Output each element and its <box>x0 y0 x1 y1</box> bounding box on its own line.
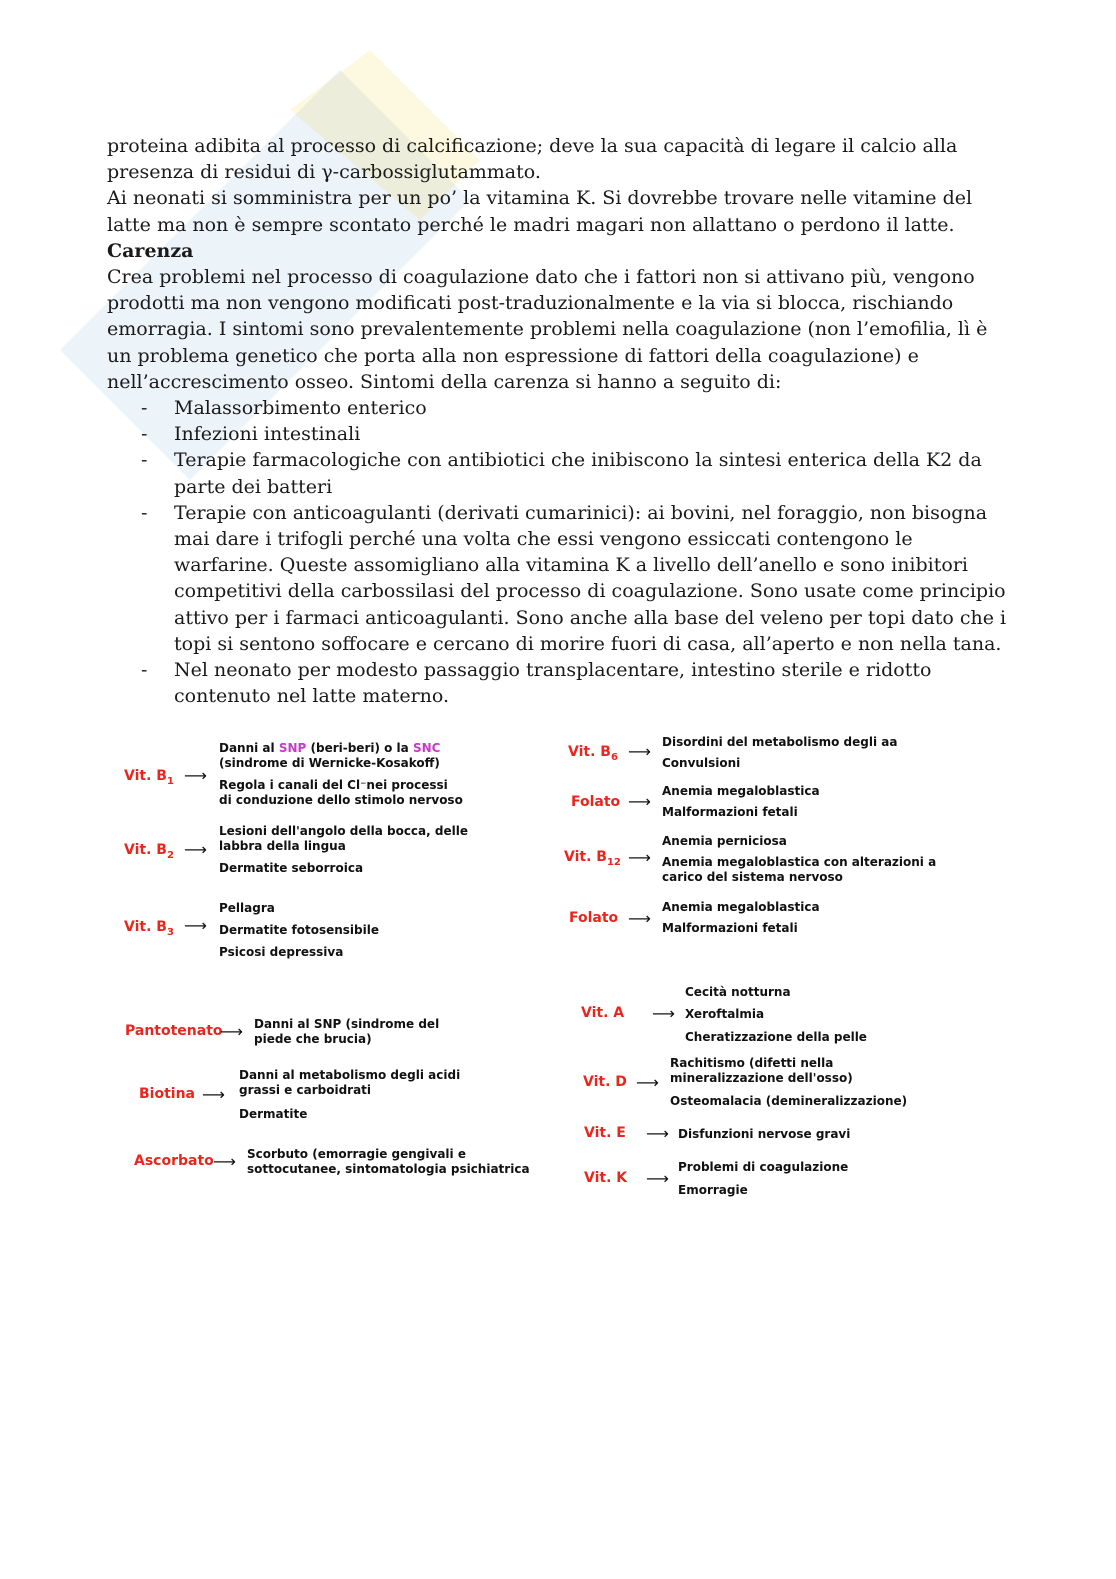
vit-b12-effect: Anemia megaloblastica con alterazioni a carico del sistema nervoso <box>662 855 937 884</box>
vit-b12-label: Vit. $B_{12}$ <box>564 849 621 868</box>
arrow-icon: ⟶ <box>636 1073 659 1092</box>
vit-b6-effect: Convulsioni <box>662 756 741 770</box>
vit-b1-effect: Regola i canali del Cl⁻nei processi di conduzione dello stimolo nervoso <box>219 778 463 807</box>
vit-a-effect: Cecità notturna <box>685 985 791 999</box>
list-item: - Nel neonato per modesto passaggio transplacentare, intestino sterile e ridotto contenuto nel latte materno. <box>141 659 932 708</box>
arrow-icon: ⟶ <box>652 1004 675 1023</box>
pantotenato-label: Pantotenato <box>125 1023 223 1039</box>
vit-b6-effect: Disordini del metabolismo degli aa <box>662 735 898 749</box>
biotina-effect: Danni al metabolismo degli acidi grassi e carboidrati <box>239 1068 461 1097</box>
vit-d-effect: Rachitismo (difetti nella mineralizzazione dell'osso) <box>670 1056 853 1085</box>
folato-effect: Malformazioni fetali <box>662 805 798 819</box>
folato-label: Folato <box>571 794 621 810</box>
vit-b3-effect: Dermatite fotosensibile <box>219 923 380 937</box>
vit-b1-label: Vit. $B_1$ <box>124 768 174 787</box>
vit-e-label: Vit. E <box>584 1125 626 1141</box>
ascorbato-effect: Scorbuto (emorragie gengivali e sottocutanee, sintomatologia psichiatrica <box>247 1147 530 1176</box>
folato-effect: Anemia megaloblastica <box>662 900 820 914</box>
bullet-marker: - <box>141 501 148 524</box>
vit-e-effect: Disfunzioni nervose gravi <box>678 1127 851 1141</box>
vit-b6-label: Vit. $B_6$ <box>568 744 618 763</box>
paragraph: proteina adibita al processo di calcificazione; deve la sua capacità di legare il calcio alla presenza di residui di γ-carbossiglutammato. <box>107 135 958 184</box>
vit-k-label: Vit. K <box>584 1170 628 1186</box>
vit-d-effect: Osteomalacia (demineralizzazione) <box>670 1094 908 1108</box>
arrow-icon: ⟶ <box>628 909 651 928</box>
vit-a-effect: Xeroftalmia <box>685 1007 765 1021</box>
arrow-icon: ⟶ <box>628 848 651 867</box>
section-heading: Carenza <box>107 239 194 262</box>
biotina-label: Biotina <box>139 1086 195 1102</box>
vit-b2-effect: Lesioni dell'angolo della bocca, delle labbra della lingua <box>219 824 468 853</box>
ascorbato-label: Ascorbato <box>134 1153 214 1169</box>
list-item: - Terapie farmacologiche con antibiotici che inibiscono la sintesi enterica della K2 da parte dei batteri <box>141 449 982 498</box>
paragraph: Ai neonati si somministra per un po’ la vitamina K. Si dovrebbe trovare nelle vitamine del latte ma non è sempre scontato perché le madri magari non allattano o perdono il latte. <box>107 187 973 236</box>
vit-b2-label: Vit. $B_2$ <box>124 842 174 861</box>
vit-b3-effect: Pellagra <box>219 901 275 915</box>
symptom-list <box>107 395 1012 709</box>
vit-d-label: Vit. D <box>583 1074 627 1090</box>
arrow-icon: ⟶ <box>184 766 207 785</box>
vit-k-effect: Emorragie <box>678 1183 748 1197</box>
arrow-icon: ⟶ <box>184 916 207 935</box>
vit-b3-label: Vit. $B_3$ <box>124 919 174 938</box>
folato-effect: Malformazioni fetali <box>662 921 798 935</box>
bullet-marker: - <box>141 397 148 420</box>
pantotenato-effect: Danni al SNP (sindrome del piede che brucia) <box>254 1017 440 1046</box>
document-body <box>107 133 1012 709</box>
list-item: - Terapie con anticoagulanti (derivati cumarinici): ai bovini, nel foraggio, non bisogna mai dare i trifogli perché una volta che essi vengono essiccati contengono le warfarine. Queste assomigliano alla vitamina K a livello dell’anello e sono inibitori competitivi della carbossilasi del processo di coagulazione. Sono usate come principio attivo per i farmaci anticoagulanti. Sono anche alla base del veleno per topi dato che i topi si sentono soffocare e cercano di morire fuori di casa, all’aperto e non nella tana. <box>141 501 1007 655</box>
biotina-effect: Dermatite <box>239 1107 308 1121</box>
arrow-icon: ⟶ <box>628 792 651 811</box>
arrow-icon: ⟶ <box>220 1022 243 1041</box>
vit-a-effect: Cheratizzazione della pelle <box>685 1030 867 1044</box>
bullet-marker: - <box>141 659 148 682</box>
vitamin-deficiency-diagram <box>110 728 1010 1208</box>
vit-k-effect: Problemi di coagulazione <box>678 1160 849 1174</box>
vit-b2-effect: Dermatite seborroica <box>219 861 364 875</box>
paragraph: Crea problemi nel processo di coagulazione dato che i fattori non si attivano più, vengono prodotti ma non vengono modificati post-traduzionalmente e la via si blocca, rischiando emorragia. I sintomi sono prevalentemente problemi nella coagulazione (non l’emofilia, lì è un problema genetico che porta alla non espressione di fattori della coagulazione) e nell’accrescimento osseo. Sintomi della carenza si hanno a seguito di: <box>107 266 988 393</box>
arrow-icon: ⟶ <box>213 1152 236 1171</box>
arrow-icon: ⟶ <box>628 742 651 761</box>
vit-b3-effect: Psicosi depressiva <box>219 945 344 959</box>
list-item: - Malassorbimento enterico <box>107 395 1012 421</box>
vit-b1-effect: Danni al SNP (beri-beri) o la SNC <box>219 741 441 755</box>
arrow-icon: ⟶ <box>646 1169 669 1188</box>
folato-effect: Anemia megaloblastica <box>662 784 820 798</box>
vit-a-label: Vit. A <box>581 1005 625 1021</box>
arrow-icon: ⟶ <box>646 1124 669 1143</box>
arrow-icon: ⟶ <box>202 1085 225 1104</box>
vit-b1-effect: (sindrome di Wernicke-Kosakoff) <box>219 756 440 770</box>
list-item: - Infezioni intestinali <box>107 421 1012 447</box>
folato-label: Folato <box>569 910 619 926</box>
bullet-marker: - <box>141 449 148 472</box>
vit-b12-effect: Anemia perniciosa <box>662 834 787 848</box>
bullet-marker: - <box>141 423 148 446</box>
arrow-icon: ⟶ <box>184 840 207 859</box>
